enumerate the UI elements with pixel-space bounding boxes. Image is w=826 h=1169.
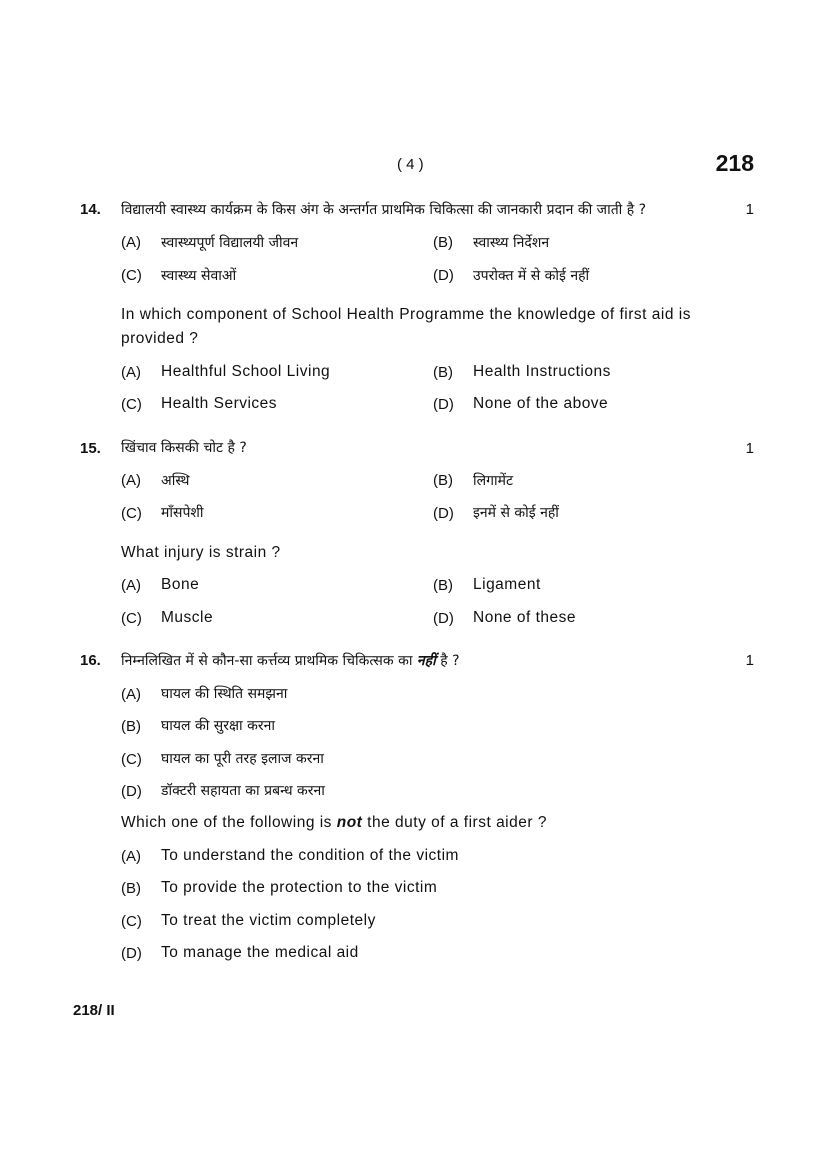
option-label: (C) (121, 267, 142, 284)
option-label: (A) (121, 848, 141, 865)
option-label: (C) (121, 751, 142, 768)
q14-english-option-b: Health Instructions (473, 363, 611, 380)
option-label: (D) (433, 396, 454, 413)
q14-english-option-d: None of the above (473, 395, 609, 412)
q14-english-option-a: Healthful School Living (161, 363, 331, 380)
q16-hindi-option-c: घायल का पूरी तरह इलाज करना (161, 751, 324, 767)
option-label: (B) (433, 472, 453, 489)
option-label: (C) (121, 505, 142, 522)
question-16-english (121, 814, 547, 832)
option-label: (C) (121, 913, 142, 930)
paper-code: 218 (715, 150, 754, 176)
q16-english-option-a: To understand the condition of the victim (161, 847, 459, 864)
option-label: (D) (433, 267, 454, 284)
q15-english-option-a: Bone (161, 576, 200, 593)
q16-hindi-option-a: घायल की स्थिति समझना (161, 686, 288, 702)
q15-hindi-option-b: लिगामेंट (473, 473, 514, 489)
q14-hindi-option-a: स्वास्थ्यपूर्ण विद्यालयी जीवन (161, 235, 299, 251)
question-15-hindi: खिंचाव किसकी चोट है ? (121, 440, 247, 456)
question-14-marks: 1 (745, 201, 754, 218)
option-label: (A) (121, 364, 141, 381)
q16-english-option-c: To treat the victim completely (161, 912, 376, 929)
q16-english-option-b: To provide the protection to the victim (161, 879, 438, 896)
question-14-hindi: विद्यालयी स्वास्थ्य कार्यक्रम के किस अंग के अन्तर्गत प्राथमिक चिकित्सा की जानकारी प्रदान की जाती है ? (121, 202, 647, 218)
q14-english-option-c: Health Services (161, 395, 278, 412)
option-label: (D) (433, 610, 454, 627)
q16-english-option-d: To manage the medical aid (161, 944, 359, 961)
q15-hindi-option-a: अस्थि (161, 473, 190, 489)
question-16-marks: 1 (745, 652, 754, 669)
option-label: (C) (121, 396, 142, 413)
option-label: (A) (121, 577, 141, 594)
option-label: (D) (121, 783, 142, 800)
question-16-english-emphasis: not (336, 814, 363, 831)
page-number: ( 4 ) (397, 156, 424, 173)
q15-english-option-c: Muscle (161, 609, 214, 626)
question-15-marks: 1 (745, 440, 754, 457)
q15-hindi-option-d: इनमें से कोई नहीं (473, 505, 559, 521)
option-label: (B) (433, 577, 453, 594)
question-16-english-post: the duty of a first aider ? (367, 814, 547, 831)
question-16-english-pre: Which one of the following is (121, 814, 332, 831)
question-14-english-line1: In which component of School Health Programme the knowledge of first aid is (121, 306, 691, 323)
option-label: (B) (433, 364, 453, 381)
question-15-number: 15. (80, 440, 101, 457)
question-16-hindi-pre: निम्नलिखित में से कौन-सा कर्त्तव्य प्राथमिक चिकित्सक का (121, 653, 413, 669)
question-14-english-line2: provided ? (121, 330, 199, 347)
q15-english-option-b: Ligament (473, 576, 541, 593)
q15-english-option-d: None of these (473, 609, 577, 626)
option-label: (B) (121, 718, 141, 735)
option-label: (B) (121, 880, 141, 897)
question-14-number: 14. (80, 201, 101, 218)
option-label: (C) (121, 610, 142, 627)
option-label: (D) (433, 505, 454, 522)
question-15-english: What injury is strain ? (121, 544, 281, 561)
question-16-hindi (121, 651, 460, 670)
footer-paper-code: 218/ II (73, 1002, 115, 1019)
q16-hindi-option-d: डॉक्टरी सहायता का प्रबन्ध करना (161, 783, 325, 799)
option-label: (D) (121, 945, 142, 962)
q14-hindi-option-b: स्वास्थ्य निर्देशन (473, 235, 550, 251)
q14-hindi-option-c: स्वास्थ्य सेवाओं (161, 268, 237, 284)
q15-hindi-option-c: माँसपेशी (161, 505, 204, 521)
q14-hindi-option-d: उपरोक्त में से कोई नहीं (473, 268, 590, 284)
question-16-hindi-post: है ? (440, 653, 460, 669)
option-label: (A) (121, 686, 141, 703)
q16-hindi-option-b: घायल की सुरक्षा करना (161, 718, 275, 734)
option-label: (A) (121, 234, 141, 251)
question-16-number: 16. (80, 652, 101, 669)
question-16-hindi-emphasis: नहीं (416, 653, 436, 669)
option-label: (B) (433, 234, 453, 251)
option-label: (A) (121, 472, 141, 489)
